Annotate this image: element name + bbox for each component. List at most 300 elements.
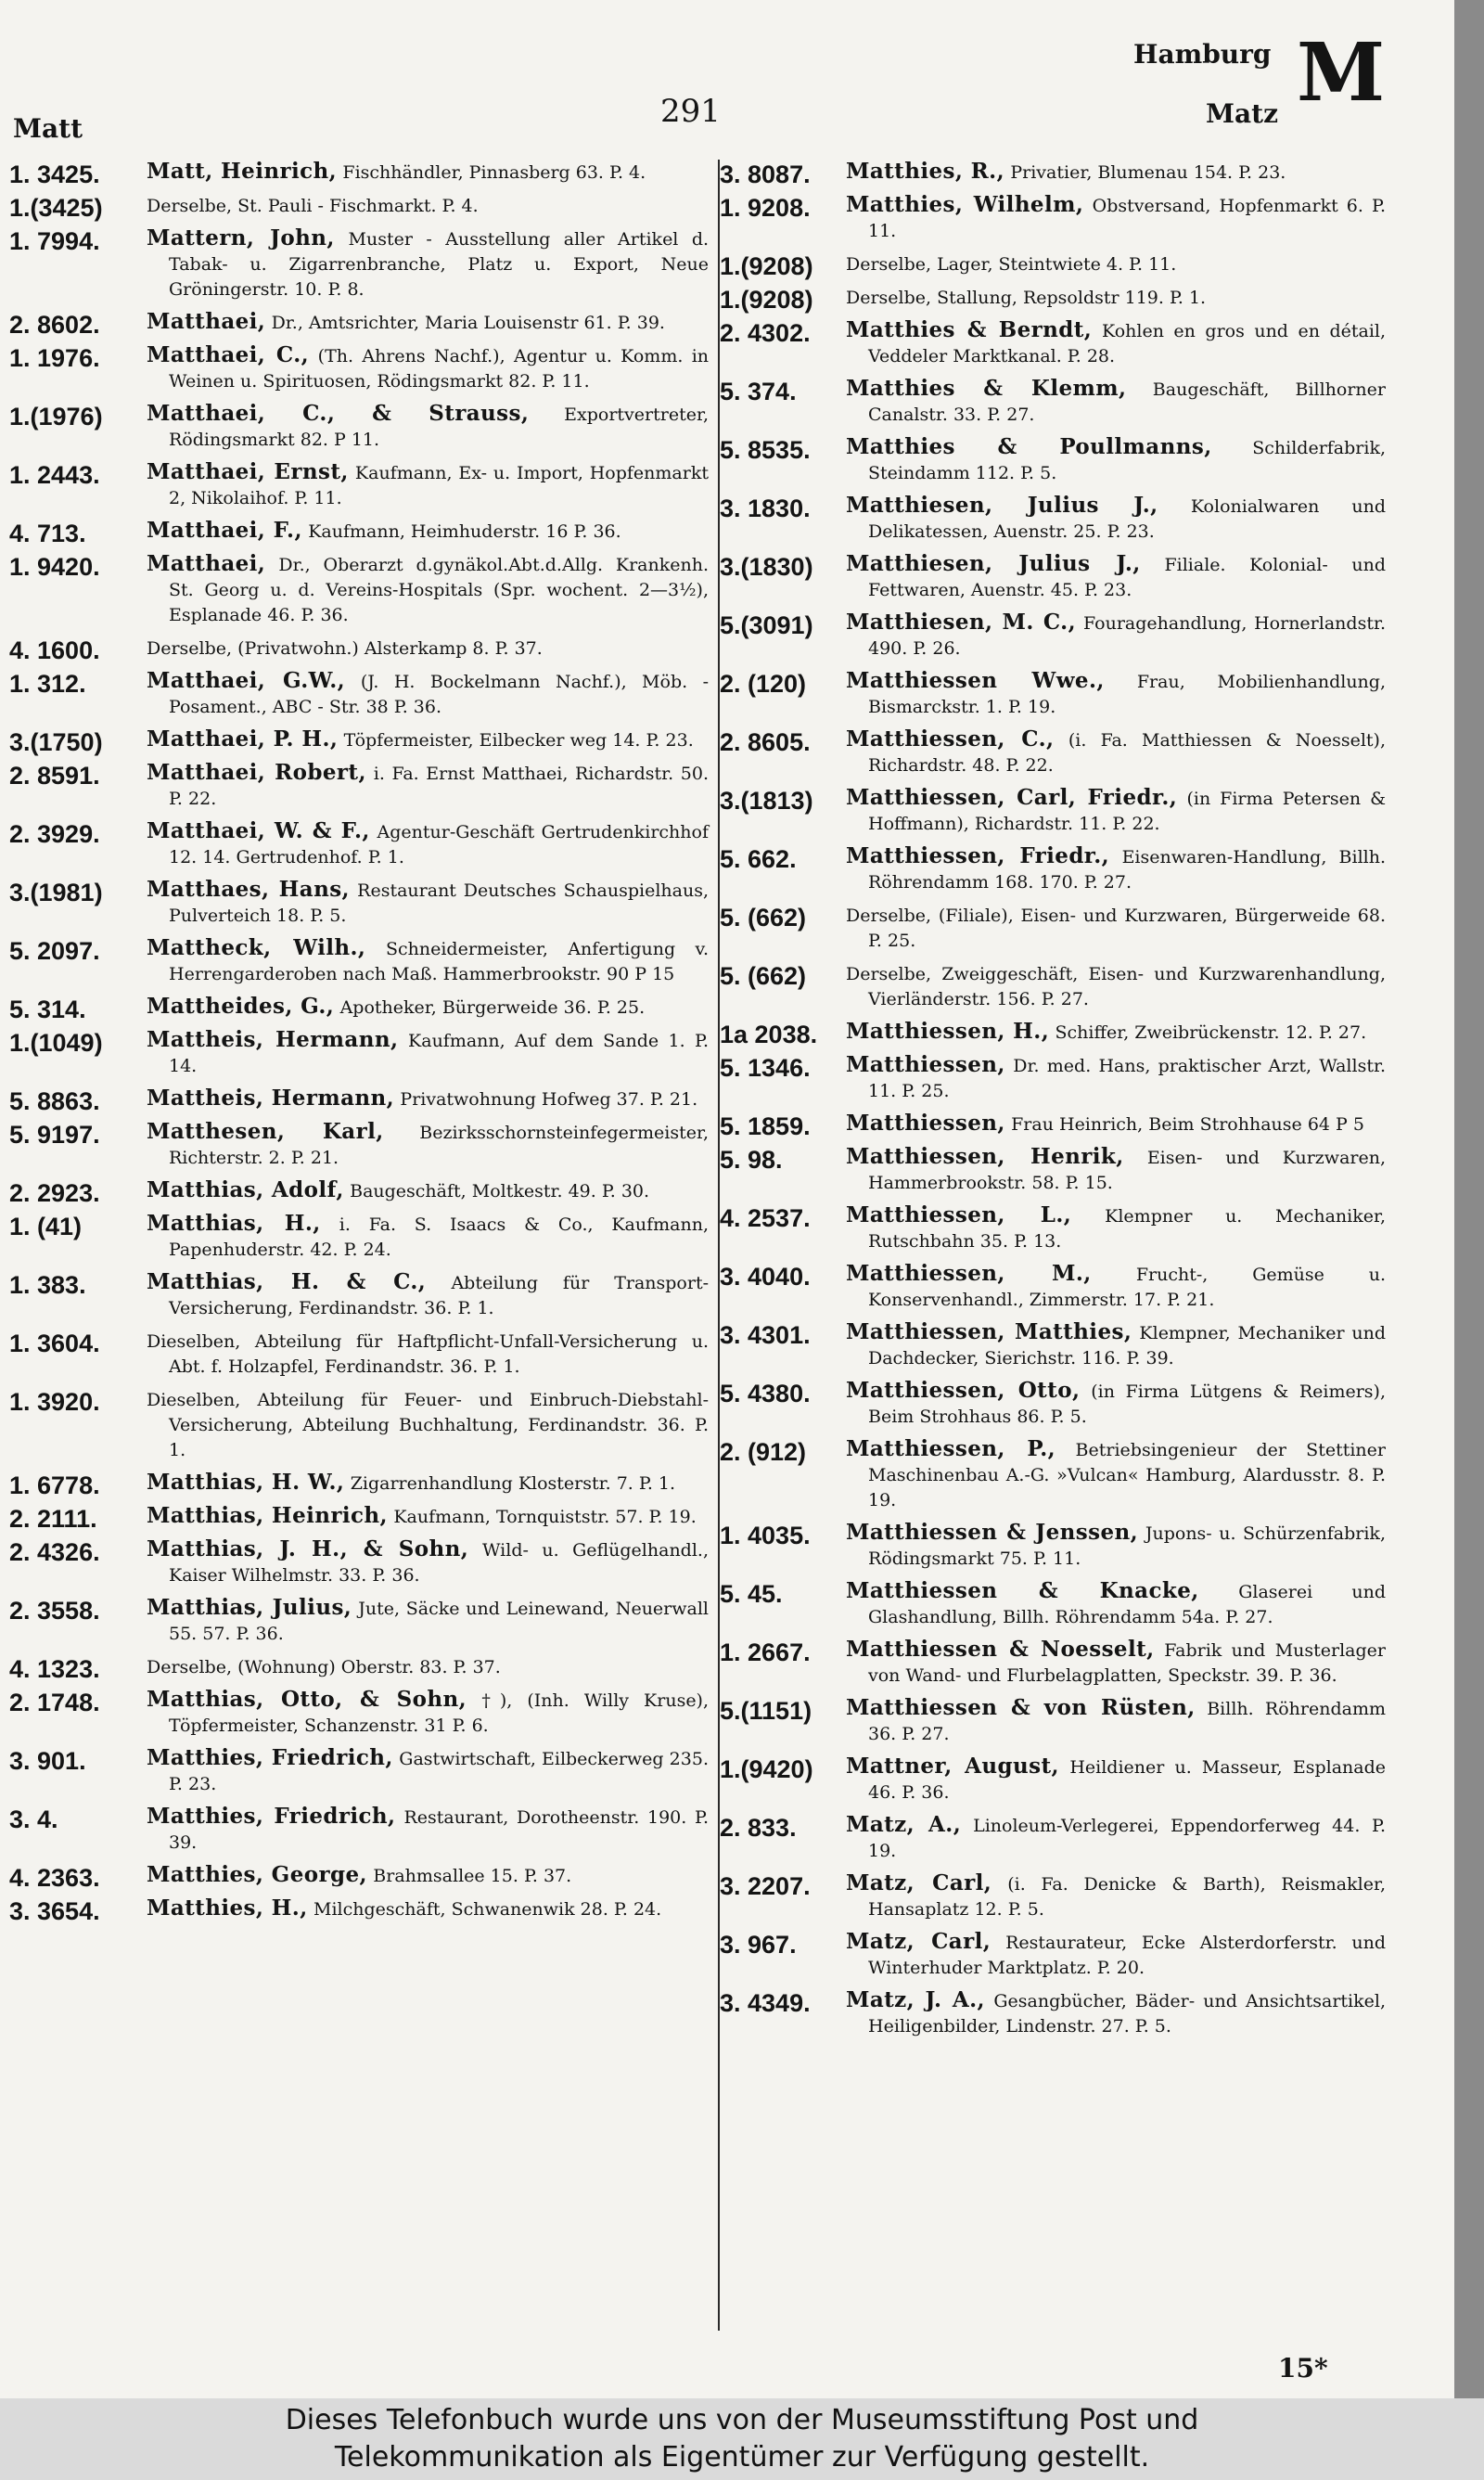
listing-text [147, 727, 709, 752]
listing-entry [720, 961, 1386, 1011]
phone-number: 5.(1151) [720, 1697, 812, 1725]
listing-name: Matz, Carl, [846, 1870, 992, 1895]
phone-number: 2. 2111. [9, 1505, 97, 1533]
listing-detail: Derselbe, (Filiale), Eisen- und Kurzwaren, Bürgerweide 68. P. 25. [846, 906, 1386, 951]
listing-detail: Dieselben, Abteilung für Haftpflicht-Unfall-Versicherung u. Abt. f. Holzapfel, Ferdinandstr. 36. P. 1. [147, 1331, 709, 1377]
phone-number: 2. (912) [720, 1438, 807, 1466]
listing-text [846, 1813, 1386, 1863]
listing-name: Matthias, H., [147, 1211, 321, 1236]
listing-name: Matthias, Adolf, [147, 1177, 344, 1202]
listing-detail: Schilderfabrik, Steindamm 112. P. 5. [868, 438, 1387, 483]
listing-text [846, 193, 1386, 243]
listing-text [846, 1579, 1386, 1629]
listing-detail: Töpfermeister, Eilbecker weg 14. P. 23. [343, 730, 694, 751]
phone-number: 1. 1976. [9, 344, 100, 372]
listing-name: Matthesen, Karl, [147, 1119, 384, 1144]
phone-number: 4. 1323. [9, 1655, 100, 1683]
listing-text [147, 878, 709, 928]
listing-entry [720, 1813, 1386, 1863]
listing-entry [9, 460, 709, 510]
phone-number: 5. (662) [720, 904, 807, 932]
phone-number: 3. 967. [720, 1931, 797, 1959]
listing-entry [9, 1537, 709, 1587]
listing-text [846, 1379, 1386, 1429]
listing-name: Matthiessen & von Rüsten, [846, 1695, 1196, 1720]
listing-name: Matthies, R., [846, 159, 1004, 184]
listing-text [846, 1638, 1386, 1688]
phone-number: 2. 1748. [9, 1689, 100, 1716]
listing-entry [720, 1053, 1386, 1103]
phone-number: 5. 9197. [9, 1121, 100, 1149]
phone-number: 5. 1346. [720, 1054, 811, 1082]
listing-detail: Zigarrenhandlung Klosterstr. 7. P. 1. [350, 1473, 676, 1494]
phone-number: 2. 8591. [9, 762, 100, 790]
phone-number: 2. 3929. [9, 820, 100, 848]
listing-detail: Frau Heinrich, Beim Strohhause 64 P 5 [1011, 1114, 1364, 1135]
phone-number: 3.(1813) [720, 787, 813, 815]
listing-name: Mattheis, Hermann, [147, 1027, 399, 1052]
listing-entry [9, 1028, 709, 1078]
listing-entry [720, 193, 1386, 243]
listing-name: Matthaei, C., & Strauss, [147, 401, 530, 426]
listing-name: Matthias, H. W., [147, 1470, 345, 1495]
listing-entry [9, 994, 709, 1023]
listing-detail: †), (Inh. Willy Kruse), Töpfermeister, Schanzenstr. 31 P. 6. [169, 1690, 710, 1736]
listing-entry [9, 936, 709, 986]
listing-detail: Eisenwaren-Handlung, Billh. Röhrendamm 168. 170. P. 27. [868, 847, 1387, 893]
phone-number: 4. 1600. [9, 636, 100, 664]
listing-text [846, 552, 1386, 602]
phone-number: 5. 662. [720, 845, 797, 873]
listing-name: Matthaei, W. & F., [147, 818, 370, 843]
listing-text [147, 343, 709, 393]
listing-entry [9, 1746, 709, 1796]
listing-detail: Kaufmann, Tornquiststr. 57. P. 19. [393, 1507, 697, 1527]
phone-number: 1. 9208. [720, 194, 811, 222]
phone-number: 1. 6778. [9, 1471, 100, 1499]
phone-number: 1. 4035. [720, 1522, 811, 1549]
listing-entry [9, 1895, 709, 1925]
listing-name: Mattern, John, [147, 225, 335, 251]
listing-text [147, 1329, 709, 1379]
header-city: Hamburg [1133, 39, 1272, 70]
listing-text [846, 844, 1386, 894]
listing-text [846, 494, 1386, 544]
listing-name: Matthies & Berndt, [846, 317, 1093, 342]
listing-detail: Exportvertreter, Rödingsmarkt 82. P 11. [169, 405, 709, 450]
phone-number: 4. 713. [9, 520, 86, 547]
listing-name: Matthiessen, [846, 1111, 1005, 1136]
listing-text [846, 903, 1386, 953]
listing-entry [9, 1270, 709, 1320]
listing-text [846, 727, 1386, 777]
listing-text [846, 318, 1386, 368]
listing-text [147, 160, 709, 185]
listing-text [846, 1521, 1386, 1571]
listing-entry [720, 552, 1386, 602]
listing-detail: Fouragehandlung, Hornerlandstr. 490. P. 26. [868, 613, 1386, 659]
listing-name: Matthias, J. H., & Sohn, [147, 1536, 469, 1561]
listing-name: Matthies & Poullmanns, [846, 434, 1212, 459]
listing-entry [720, 1320, 1386, 1370]
listing-text [846, 251, 1386, 276]
listing-entry [720, 1203, 1386, 1253]
phone-number: 1. 9420. [9, 553, 100, 581]
listing-text [846, 1320, 1386, 1370]
listing-detail: Obstversand, Hopfenmarkt 6. P. 11. [868, 196, 1386, 241]
listing-detail: Bezirksschornsteinfegermeister, Richterstr. 2. P. 21. [169, 1123, 709, 1168]
listing-detail: Restaurant, Dorotheenstr. 190. P. 39. [169, 1807, 709, 1853]
listing-detail: Frucht-, Gemüse u. Konservenhandl., Zimmerstr. 17. P. 21. [868, 1265, 1386, 1310]
listing-name: Mattheck, Wilh., [147, 935, 366, 960]
listing-entry [720, 1521, 1386, 1571]
listing-name: Matthaei, F., [147, 518, 302, 543]
listing-entry [9, 1329, 709, 1379]
listing-text [846, 1871, 1386, 1921]
listing-name: Matthias, H. & C., [147, 1269, 427, 1294]
phone-number: 1. 3920. [9, 1388, 100, 1416]
listing-text [147, 310, 709, 335]
listing-detail: Klempner, Mechaniker und Dachdecker, Sierichstr. 116. P. 39. [868, 1323, 1387, 1368]
listing-entry [720, 1019, 1386, 1048]
listing-text [147, 636, 709, 661]
listing-entry [720, 844, 1386, 894]
listing-detail: Derselbe, St. Pauli - Fischmarkt. P. 4. [147, 196, 479, 216]
listing-entry [720, 1262, 1386, 1312]
phone-number: 5. 8863. [9, 1087, 100, 1115]
phone-number: 2. 3558. [9, 1597, 100, 1625]
phone-number: 5.(3091) [720, 611, 813, 639]
listing-name: Matthaei, Ernst, [147, 459, 349, 484]
listing-name: Matthiessen, Friedr., [846, 843, 1110, 868]
listing-text [846, 1112, 1386, 1137]
listing-text [147, 1471, 709, 1496]
listing-name: Matthias, Otto, & Sohn, [147, 1687, 467, 1712]
listing-text [147, 193, 709, 218]
listing-text [846, 961, 1386, 1011]
listing-detail: Schneidermeister, Anfertigung v. Herrengarderoben nach Maß. Hammerbrookstr. 90 P 15 [169, 939, 710, 984]
right-column [720, 160, 1386, 2047]
listing-entry [9, 309, 709, 339]
listing-detail: (in Firma Lütgens & Reimers), Beim Strohhaus 86. P. 5. [868, 1381, 1386, 1427]
listing-name: Matthiessen, H., [846, 1019, 1050, 1044]
listing-text [846, 1053, 1386, 1103]
listing-entry [9, 159, 709, 188]
phone-number: 3. 4. [9, 1805, 58, 1833]
listing-text [147, 1028, 709, 1078]
listing-text [846, 610, 1386, 661]
listing-name: Matthiessen, C., [846, 726, 1055, 752]
listing-text [147, 1805, 709, 1855]
listing-detail: Abteilung für Transport-Versicherung, Ferdinandstr. 36. P. 1. [169, 1273, 710, 1318]
listing-entry [720, 251, 1386, 280]
listing-entry [9, 1503, 709, 1533]
listing-detail: Restaurant Deutsches Schauspielhaus, Pulverteich 18. P. 5. [169, 880, 709, 926]
header-letter: M [1297, 26, 1386, 120]
listing-name: Matthiesen, M. C., [846, 610, 1076, 635]
listing-name: Matthiesen, Julius J., [846, 551, 1141, 576]
listing-name: Matthaei, G.W., [147, 668, 346, 693]
listing-text [147, 1270, 709, 1320]
phone-number: 3. 4040. [720, 1263, 811, 1291]
listing-name: Matthiessen & Jenssen, [846, 1520, 1139, 1545]
phone-number: 1. 2443. [9, 461, 100, 489]
listing-name: Matthaei, [147, 309, 266, 334]
listing-entry [720, 1754, 1386, 1805]
listing-entry [720, 1579, 1386, 1629]
listing-detail: Derselbe, Lager, Steintwiete 4. P. 11. [846, 254, 1177, 275]
phone-number: 4. 2363. [9, 1864, 100, 1892]
listing-text [147, 1212, 709, 1262]
listing-entry [720, 435, 1386, 485]
phone-number: 3.(1750) [9, 728, 103, 756]
listing-entry [9, 552, 709, 627]
phone-number: 1.(9208) [720, 252, 813, 280]
listing-name: Matthiessen, Matthies, [846, 1319, 1132, 1344]
listing-name: Mattner, August, [846, 1754, 1059, 1779]
listing-entry [720, 1111, 1386, 1140]
listing-name: Matthies, Wilhelm, [846, 192, 1084, 217]
phone-number: 1. 383. [9, 1271, 86, 1299]
listing-text [846, 1988, 1386, 2038]
listing-text [846, 160, 1386, 185]
listing-detail: (i. Fa. Matthiessen & Noesselt), Richardstr. 48. P. 22. [868, 730, 1387, 776]
listing-text [846, 1754, 1386, 1805]
listing-name: Matthies, Friedrich, [147, 1745, 393, 1770]
listing-text [147, 1387, 709, 1462]
phone-number: 2. (120) [720, 670, 807, 698]
listing-detail: (i. Fa. Denicke & Barth), Reismakler, Hansaplatz 12. P. 5. [868, 1874, 1386, 1920]
listing-text [147, 1596, 709, 1646]
listing-name: Matthiessen Wwe., [846, 668, 1105, 693]
listing-entry [9, 518, 709, 547]
listing-detail: Wild- u. Geflügelhandl., Kaiser Wilhelmstr. 33. P. 36. [169, 1540, 709, 1586]
phone-number: 2. 2923. [9, 1179, 100, 1207]
listing-entry [720, 1930, 1386, 1980]
listing-detail: Glaserei und Glashandlung, Billh. Röhrendamm 54a. P. 27. [868, 1582, 1387, 1627]
phone-number: 5. 2097. [9, 937, 100, 965]
listing-entry [9, 726, 709, 756]
listing-detail: Baugeschäft, Moltkestr. 49. P. 30. [350, 1181, 650, 1201]
listing-text [147, 519, 709, 544]
phone-number: 3. 3654. [9, 1897, 100, 1925]
phone-number: 5. 98. [720, 1146, 783, 1174]
listing-text [846, 285, 1386, 310]
listing-text [846, 1145, 1386, 1195]
listing-text [147, 1537, 709, 1587]
listing-entry [720, 1437, 1386, 1512]
listing-detail: Fabrik und Musterlager von Wand- und Flurbelagplatten, Speckstr. 39. P. 36. [868, 1640, 1386, 1686]
listing-entry [720, 1871, 1386, 1921]
listing-detail: Derselbe, (Privatwohn.) Alsterkamp 8. P. 37. [147, 638, 543, 659]
listing-detail: Privatwohnung Hofweg 37. P. 21. [400, 1089, 698, 1110]
listing-detail: Filiale. Kolonial- und Fettwaren, Auenstr. 45. P. 23. [868, 555, 1386, 600]
phone-number: 3. 4349. [720, 1989, 811, 2017]
phone-number: 5. 1859. [720, 1112, 811, 1140]
listing-name: Matthaei, [147, 551, 266, 576]
listing-detail: Fischhändler, Pinnasberg 63. P. 4. [342, 162, 646, 183]
listing-text [147, 402, 709, 452]
footer-line-2: Telekommunikation als Eigentümer zur Verfügung gestellt. [334, 2441, 1150, 2474]
phone-number: 3. 4301. [720, 1321, 811, 1349]
phone-number: 1. 7994. [9, 227, 100, 255]
listing-text [147, 552, 709, 627]
listing-detail: Derselbe, Zweiggeschäft, Eisen- und Kurzwarenhandlung, Vierländerstr. 156. P. 27. [846, 964, 1386, 1009]
phone-number: 1.(1049) [9, 1029, 103, 1057]
phone-number: 2. 4302. [720, 319, 811, 347]
page-number: 291 [660, 93, 721, 130]
phone-number: 1. 2667. [720, 1638, 811, 1666]
page-edge-shadow [1454, 0, 1484, 2398]
listing-detail: Linoleum-Verlegerei, Eppendorferweg 44. P. 19. [868, 1816, 1387, 1861]
listing-entry [9, 1086, 709, 1115]
listing-detail: Eisen- und Kurzwaren, Hammerbrookstr. 58. P. 15. [868, 1148, 1387, 1193]
listing-entry [9, 193, 709, 222]
listing-detail: Privatier, Blumenau 154. P. 23. [1010, 162, 1286, 183]
listing-detail: (J. H. Bockelmann Nachf.), Möb. - Posament., ABC - Str. 38 P. 36. [169, 672, 709, 717]
listing-text [147, 936, 709, 986]
listing-entry [9, 761, 709, 811]
listing-name: Matthies, George, [147, 1862, 367, 1887]
phone-number: 5. 45. [720, 1580, 783, 1608]
listing-name: Matthiessen, M., [846, 1261, 1092, 1286]
listing-entry [720, 318, 1386, 368]
phone-number: 5. 374. [720, 378, 797, 405]
phone-number: 1. (41) [9, 1213, 83, 1240]
listing-detail: Baugeschäft, Billhorner Canalstr. 33. P. 27. [868, 379, 1386, 425]
listing-detail: Apotheker, Bürgerweide 36. P. 25. [339, 997, 646, 1018]
listing-name: Matthiessen, Otto, [846, 1378, 1081, 1403]
listing-detail: Kohlen en gros und en détail, Veddeler Marktkanal. P. 28. [868, 321, 1387, 366]
listing-text [846, 1696, 1386, 1746]
listing-entry [720, 159, 1386, 188]
phone-number: 1. 312. [9, 670, 86, 698]
listing-detail: Muster - Ausstellung aller Artikel d. Tabak- u. Zigarrenbranche, Platz u. Export, Neue Gröningerstr. 10. P. 8. [169, 229, 710, 300]
footer-notice [0, 2398, 1484, 2480]
listing-name: Matthias, Julius, [147, 1595, 352, 1620]
listing-detail: Restaurateur, Ecke Alsterdorferstr. und Winterhuder Marktplatz. P. 20. [868, 1933, 1386, 1978]
listing-entry [9, 1654, 709, 1683]
listing-name: Matthaei, Robert, [147, 760, 366, 785]
listing-detail: i. Fa. Ernst Matthaei, Richardstr. 50. P. 22. [169, 764, 709, 809]
footer-line-1: Dieses Telefonbuch wurde uns von der Museumsstiftung Post und [285, 2404, 1199, 2436]
listing-detail: (Th. Ahrens Nachf.), Agentur u. Komm. in Weinen u. Spirituosen, Rödingsmarkt 82. P. 11. [169, 346, 710, 392]
listing-detail: Gesangbücher, Bäder- und Ansichtsartikel, Heiligenbilder, Lindenstr. 27. P. 5. [868, 1991, 1386, 2037]
listing-detail: Dr., Amtsrichter, Maria Louisenstr 61. P. 39. [271, 313, 665, 333]
listing-text [846, 1020, 1386, 1045]
listing-entry [720, 903, 1386, 953]
phone-number: 2. 8605. [720, 728, 811, 756]
listing-entry [720, 1379, 1386, 1429]
listing-detail: Billh. Röhrendamm 36. P. 27. [868, 1699, 1387, 1744]
listing-entry [720, 1145, 1386, 1195]
listing-entry [9, 1596, 709, 1646]
listing-detail: Derselbe, (Wohnung) Oberstr. 83. P. 37. [147, 1657, 501, 1677]
listing-entry [9, 1862, 709, 1892]
listing-entry [9, 226, 709, 302]
listing-name: Matthies & Klemm, [846, 376, 1127, 401]
listing-detail: Dr. med. Hans, praktischer Arzt, Wallstr. 11. P. 25. [868, 1056, 1387, 1101]
listing-text [147, 1178, 709, 1203]
listing-text [846, 435, 1386, 485]
listing-text [147, 1688, 709, 1738]
listing-entry [9, 1120, 709, 1170]
phone-number: 1. 3425. [9, 161, 100, 188]
phone-number: 2. 4326. [9, 1538, 100, 1566]
listing-text [147, 761, 709, 811]
phone-number: 5. 4380. [720, 1380, 811, 1407]
listing-text [147, 226, 709, 302]
listing-detail: Kaufmann, Ex- u. Import, Hopfenmarkt 2, Nikolaihof. P. 11. [169, 463, 709, 508]
listing-text [147, 1120, 709, 1170]
listing-text [846, 377, 1386, 427]
listing-name: Matthaes, Hans, [147, 877, 350, 902]
phone-number: 3. 901. [9, 1747, 86, 1775]
listing-text [846, 786, 1386, 836]
listing-detail: Brahmsallee 15. P. 37. [373, 1866, 572, 1886]
listing-text [846, 1203, 1386, 1253]
listing-text [846, 1262, 1386, 1312]
listing-text [147, 669, 709, 719]
listing-name: Matthiessen, [846, 1052, 1005, 1077]
phone-number: 5. (662) [720, 962, 807, 990]
listing-entry [720, 1638, 1386, 1688]
listing-name: Matthiessen, Carl, Friedr., [846, 785, 1178, 810]
phone-number: 5. 8535. [720, 436, 811, 464]
listing-detail: Kolonialwaren und Delikatessen, Auenstr. 25. P. 23. [868, 496, 1386, 542]
listing-text [147, 995, 709, 1020]
listing-name: Matz, Carl, [846, 1929, 991, 1954]
listing-name: Matthaei, P. H., [147, 726, 339, 752]
phone-number: 1a 2038. [720, 1021, 818, 1048]
listing-entry [720, 377, 1386, 427]
listing-text [846, 1437, 1386, 1512]
listing-text [147, 1086, 709, 1112]
listing-entry [9, 1470, 709, 1499]
listing-detail: Kaufmann, Auf dem Sande 1. P. 14. [169, 1031, 709, 1076]
listing-name: Matthiessen & Noesselt, [846, 1637, 1155, 1662]
listing-name: Matthiessen, P., [846, 1436, 1056, 1461]
listing-name: Matthies, H., [147, 1895, 308, 1921]
listing-name: Matthias, Heinrich, [147, 1503, 388, 1528]
listing-text [147, 819, 709, 869]
phone-number: 1. 3604. [9, 1330, 100, 1357]
listing-entry [9, 343, 709, 393]
phone-number: 3.(1830) [720, 553, 813, 581]
listing-detail: Heildiener u. Masseur, Esplanade 46. P. 36. [868, 1757, 1387, 1803]
listing-detail: Derselbe, Stallung, Repsoldstr 119. P. 1. [846, 288, 1207, 308]
phone-number: 2. 8602. [9, 311, 100, 339]
listing-name: Matt, Heinrich, [147, 159, 338, 184]
phone-number: 3. 2207. [720, 1872, 811, 1900]
listing-entry [720, 285, 1386, 314]
listing-name: Matz, A., [846, 1812, 962, 1837]
listing-text [846, 669, 1386, 719]
listing-detail: Gastwirtschaft, Eilbeckerweg 235. P. 23. [169, 1749, 709, 1794]
listing-detail: Dieselben, Abteilung für Feuer- und Einbruch-Diebstahl-Versicherung, Abteilung Buchhaltung, Ferdinandstr. 36. P. 1. [147, 1390, 709, 1460]
listing-text [846, 1930, 1386, 1980]
listing-entry [9, 636, 709, 664]
phone-number: 4. 2537. [720, 1204, 811, 1232]
listing-name: Matthies, Friedrich, [147, 1804, 396, 1829]
listing-entry [9, 1387, 709, 1462]
listing-text [147, 1896, 709, 1921]
left-column [9, 160, 709, 1930]
phone-number: 3. 1830. [720, 495, 811, 522]
listing-text [147, 460, 709, 510]
listing-entry [9, 819, 709, 869]
signature-mark: 15* [1278, 2353, 1328, 2384]
